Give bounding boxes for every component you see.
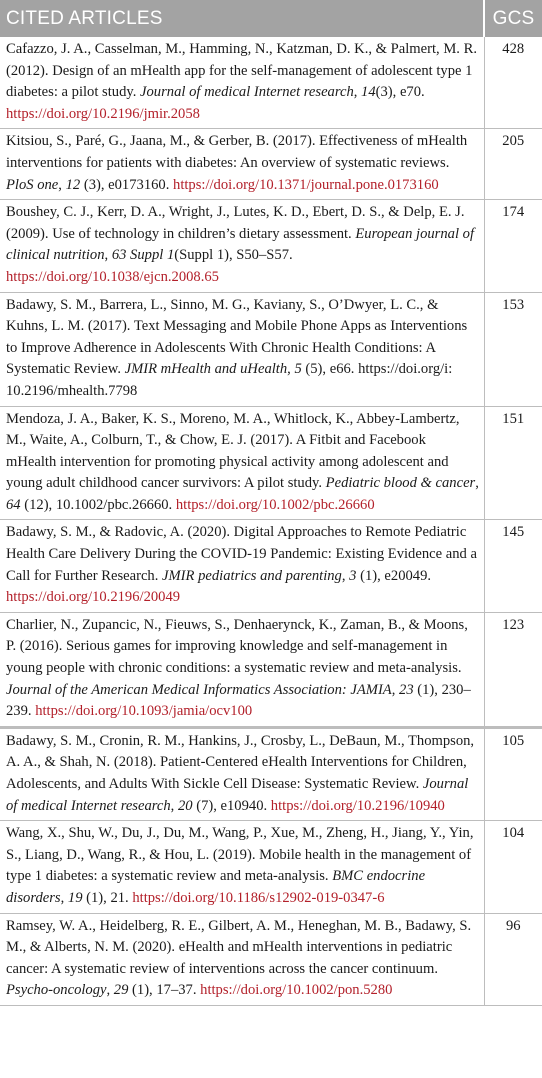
reference-cell — [0, 200, 484, 292]
doi-link[interactable]: https://doi.org/10.1186/s12902-019-0347-6 — [132, 889, 385, 906]
doi-link[interactable]: https://doi.org/10.1371/journal.pone.0173160 — [173, 176, 439, 193]
gcs-value: 153 — [484, 292, 542, 406]
reference-text: Cafazzo, J. A., Casselman, M., Hamming, N., Katzman, D. K., & Palmert, M. R. (2012). Design of an mHealth app for the self-management of adolescent type 1 diabetes: a pilot study. — [6, 41, 477, 101]
journal-name: JMIR pediatrics and parenting — [162, 567, 342, 584]
journal-volume: 3 — [349, 567, 357, 584]
reference-cell — [0, 612, 484, 727]
journal-volume: 23 — [399, 681, 414, 698]
gcs-value: 428 — [484, 37, 542, 129]
separator: , — [341, 567, 350, 584]
table-row — [0, 821, 542, 913]
table-row — [0, 612, 542, 727]
table-row — [0, 292, 542, 406]
table-row — [0, 727, 542, 820]
reference-cell — [0, 292, 484, 406]
journal-name: Journal of medical Internet research — [6, 776, 469, 814]
gcs-header: GCS — [484, 0, 542, 37]
journal-name: JMIR mHealth and uHealth — [124, 361, 288, 378]
gcs-value: 174 — [484, 200, 542, 292]
gcs-value: 123 — [484, 612, 542, 727]
table-header-row — [0, 0, 542, 37]
issue-pages: (1), 21. — [82, 889, 133, 906]
doi-link[interactable]: https://doi.org/10.2196/jmir.2058 — [6, 105, 200, 122]
journal-name: BMC endocrine disorders — [6, 868, 426, 906]
reference-cell — [0, 821, 484, 913]
journal-volume: 20 — [177, 797, 193, 814]
separator: , — [287, 361, 295, 378]
doi-link[interactable]: https://doi.org/10.1093/jamia/ocv100 — [35, 703, 253, 720]
reference-text: Kitsiou, S., Paré, G., Jaana, M., & Gerber, B. (2017). Effectiveness of mHealth interventions for patients with diabetes: An overview of systematic reviews. — [6, 133, 468, 171]
table-row — [0, 913, 542, 1005]
reference-cell — [0, 913, 484, 1005]
table-row — [0, 37, 542, 129]
doi-link[interactable]: https://doi.org/10.1038/ejcn.2008.65 — [6, 268, 219, 285]
journal-name: Journal of medical Internet research — [140, 84, 354, 101]
gcs-value: 104 — [484, 821, 542, 913]
reference-text: Badawy, S. M., & Radovic, A. (2020). Digital Approaches to Remote Pediatric Health Care Delivery During the COVID-19 Pandemic: Existing Evidence and a Call for Further Research. — [6, 524, 477, 584]
journal-name: Psycho-oncology — [6, 982, 107, 999]
journal-volume: 63 Suppl 1 — [111, 247, 175, 264]
journal-name: Pediatric blood & cancer — [325, 475, 476, 492]
journal-volume: 29 — [113, 982, 129, 999]
journal-name: European journal of clinical nutrition — [6, 225, 474, 264]
table-row — [0, 200, 542, 292]
separator: , — [60, 889, 68, 906]
reference-cell — [0, 520, 484, 612]
separator: , — [353, 84, 362, 101]
issue-pages: (1), 17–37. — [128, 982, 201, 999]
table-row — [0, 520, 542, 612]
table-row — [0, 129, 542, 200]
journal-volume: 64 — [6, 496, 21, 513]
issue-pages: (1), 230–239. — [6, 681, 471, 720]
gcs-value: 105 — [484, 727, 542, 820]
issue-pages: (3), e0173160. — [80, 176, 174, 193]
issue-pages: (1), e20049. — [356, 567, 432, 584]
issue-pages: (Suppl 1), S50–S57. — [174, 247, 293, 264]
issue-pages: (7), e10940. — [192, 797, 271, 814]
gcs-value: 145 — [484, 520, 542, 612]
journal-volume: 19 — [67, 889, 83, 906]
journal-name: Journal of the American Medical Informatics Association: JAMIA — [6, 681, 392, 698]
separator: , — [58, 176, 66, 193]
issue-pages: (3), e70. — [375, 84, 425, 101]
reference-cell — [0, 129, 484, 200]
journal-volume: 12 — [65, 176, 81, 193]
separator: , — [475, 475, 479, 492]
reference-cell — [0, 406, 484, 520]
reference-text: Charlier, N., Zupancic, N., Fieuws, S., Denhaerynck, K., Zaman, B., & Moons, P. (2016). Serious games for improving knowledge and self-management in young people with chronic conditions: a systematic review and meta-analysis. — [6, 616, 468, 677]
reference-cell — [0, 727, 484, 820]
reference-text: Ramsey, W. A., Heidelberg, R. E., Gilbert, A. M., Heneghan, M. B., Badawy, S. M., & Alberts, N. M. (2020). eHealth and mHealth interventions in pediatric cancer: A systematic review of interventions across the cancer continuum. — [6, 917, 472, 977]
reference-text: Boushey, C. J., Kerr, D. A., Wright, J., Lutes, K. D., Ebert, D. S., & Delp, E. J. (2009). Use of technology in children’s dietary assessment. — [6, 204, 465, 242]
separator: , — [170, 797, 178, 814]
reference-text: Wang, X., Shu, W., Du, J., Du, M., Wang, P., Xue, M., Zheng, H., Jiang, Y., Yin, S., Liang, D., Wang, R., & Hou, L. (2019). Mobile health in the management of type 1 diabetes: a systematic review and meta-analysis. — [6, 825, 474, 885]
reference-cell — [0, 37, 484, 129]
gcs-value: 96 — [484, 913, 542, 1005]
cited-articles-header: CITED ARTICLES — [0, 0, 484, 37]
separator: , — [104, 247, 112, 264]
separator: , — [106, 982, 114, 999]
doi-link[interactable]: https://doi.org/10.1002/pbc.26660 — [175, 496, 375, 513]
doi-link[interactable]: https://doi.org/10.2196/20049 — [6, 589, 181, 606]
journal-name: PloS one — [6, 176, 59, 193]
journal-volume: 5 — [294, 361, 302, 378]
doi-link[interactable]: https://doi.org/10.1002/pon.5280 — [200, 982, 393, 999]
separator: , — [391, 681, 400, 698]
doi-link[interactable]: https://doi.org/10.2196/10940 — [270, 797, 445, 814]
issue-pages: (12), 10.1002/pbc.26660. — [20, 496, 176, 513]
table-row — [0, 406, 542, 520]
gcs-value: 151 — [484, 406, 542, 520]
reference-text: Badawy, S. M., Cronin, R. M., Hankins, J., Crosby, L., DeBaun, M., Thompson, A. A., & Shah, N. (2018). Patient-Centered eHealth Interventions for Children, Adolescents, and Adults With Sickle Cell Disease: Systematic Review. — [6, 732, 475, 792]
reference-text: Badawy, S. M., Barrera, L., Sinno, M. G., Kaviany, S., O’Dwyer, L. C., & Kuhns, L. M. (2017). Text Messaging and Mobile Phone Apps as Interventions to Improve Adherence in Adolescents With Chronic Health Conditions: A Systematic Review. — [6, 296, 468, 378]
issue-pages: (5), e66. https://doi.org/i: 10.2196/mhealth.7798 — [6, 361, 453, 399]
gcs-value: 205 — [484, 129, 542, 200]
journal-volume: 14 — [361, 84, 376, 101]
reference-text: Mendoza, J. A., Baker, K. S., Moreno, M. A., Whitlock, K., Abbey-Lambertz, M., Waite, A., Colburn, T., & Chow, E. J. (2017). A Fitbit and Facebook mHealth intervention for promoting physical activity among adolescent and young adult childhood cancer survivors: A pilot study. — [6, 410, 460, 492]
